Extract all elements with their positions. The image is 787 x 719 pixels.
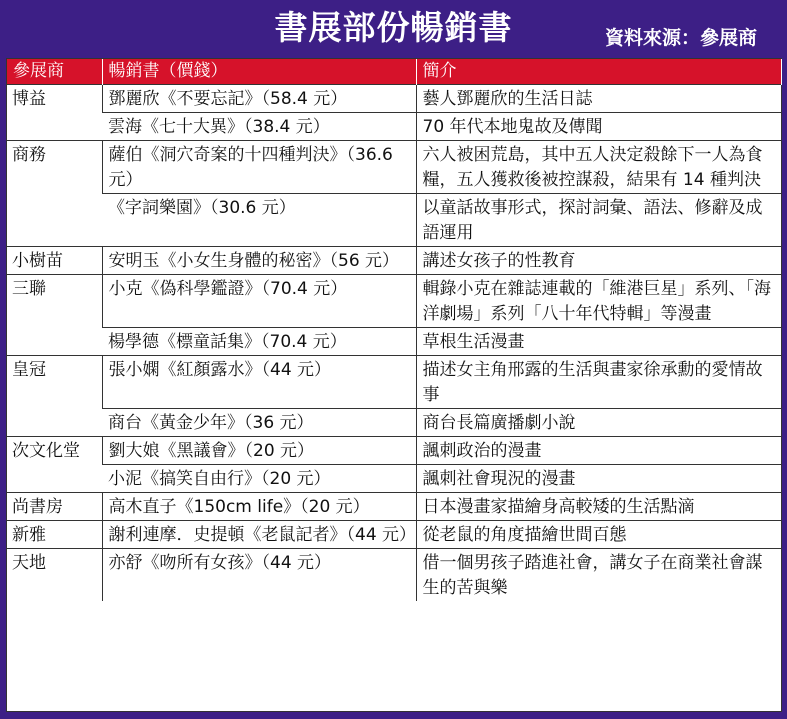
table-row bbox=[7, 437, 781, 465]
table-row bbox=[7, 141, 781, 194]
table-row bbox=[7, 521, 781, 549]
bestseller-table bbox=[6, 58, 782, 712]
summary-cell: 描述女主角邢露的生活與畫家徐承勳的愛情故事 bbox=[416, 356, 781, 409]
book-title-cell: 張小嫻《紅顏露水》（44 元） bbox=[102, 356, 416, 409]
table-body bbox=[7, 85, 781, 602]
summary-cell: 借一個男孩子踏進社會，講女子在商業社會謀生的苦與樂 bbox=[416, 549, 781, 602]
table-row bbox=[7, 328, 781, 356]
column-header-book: 暢銷書（價錢） bbox=[102, 59, 416, 85]
book-title-cell: 商台《黃金少年》（36 元） bbox=[102, 409, 416, 437]
book-title-cell: 劉大娘《黑議會》（20 元） bbox=[102, 437, 416, 465]
table-row bbox=[7, 85, 781, 113]
summary-cell: 諷刺社會現況的漫畫 bbox=[416, 465, 781, 493]
publisher-cell: 天地 bbox=[7, 549, 102, 602]
publisher-cell: 皇冠 bbox=[7, 356, 102, 437]
summary-cell: 藝人鄧麗欣的生活日誌 bbox=[416, 85, 781, 113]
summary-cell: 諷刺政治的漫畫 bbox=[416, 437, 781, 465]
summary-cell: 從老鼠的角度描繪世間百態 bbox=[416, 521, 781, 549]
book-title-cell: 鄧麗欣《不要忘記》（58.4 元） bbox=[102, 85, 416, 113]
table-row bbox=[7, 113, 781, 141]
book-title-cell: 楊學德《標童話集》（70.4 元） bbox=[102, 328, 416, 356]
table-row bbox=[7, 247, 781, 275]
summary-cell: 70 年代本地鬼故及傳聞 bbox=[416, 113, 781, 141]
page-title: 書展部份暢銷書 bbox=[274, 8, 513, 47]
book-title-cell: 亦舒《吻所有女孩》（44 元） bbox=[102, 549, 416, 602]
table-row bbox=[7, 356, 781, 409]
book-title-cell: 《字詞樂園》（30.6 元） bbox=[102, 194, 416, 247]
summary-cell: 以童話故事形式，探討詞彙、語法、修辭及成語運用 bbox=[416, 194, 781, 247]
table-row bbox=[7, 493, 781, 521]
summary-cell: 六人被困荒島，其中五人決定殺餘下一人為食糧，五人獲救後被控謀殺，結果有 14 種判決 bbox=[416, 141, 781, 194]
table-row bbox=[7, 275, 781, 328]
table-row bbox=[7, 409, 781, 437]
source-note: 資料來源：參展商 bbox=[604, 27, 757, 49]
book-title-cell: 雲海《七十大異》（38.4 元） bbox=[102, 113, 416, 141]
summary-cell: 日本漫畫家描繪身高較矮的生活點滴 bbox=[416, 493, 781, 521]
table-header-row bbox=[7, 59, 781, 85]
table-row bbox=[7, 194, 781, 247]
publisher-cell: 小樹苗 bbox=[7, 247, 102, 275]
summary-cell: 講述女孩子的性教育 bbox=[416, 247, 781, 275]
summary-cell: 商台長篇廣播劇小說 bbox=[416, 409, 781, 437]
table-row bbox=[7, 465, 781, 493]
header bbox=[0, 0, 787, 58]
book-title-cell: 謝利連摩．史提頓《老鼠記者》（44 元） bbox=[102, 521, 416, 549]
book-title-cell: 小克《偽科學鑑證》（70.4 元） bbox=[102, 275, 416, 328]
publisher-cell: 三聯 bbox=[7, 275, 102, 356]
table-row bbox=[7, 549, 781, 602]
summary-cell: 草根生活漫畫 bbox=[416, 328, 781, 356]
publisher-cell: 商務 bbox=[7, 141, 102, 247]
book-title-cell: 安明玉《小女生身體的秘密》（56 元） bbox=[102, 247, 416, 275]
column-header-publisher: 參展商 bbox=[7, 59, 102, 85]
publisher-cell: 博益 bbox=[7, 85, 102, 141]
column-header-summary: 簡介 bbox=[416, 59, 781, 85]
publisher-cell: 次文化堂 bbox=[7, 437, 102, 493]
book-title-cell: 高木直子《150cm life》（20 元） bbox=[102, 493, 416, 521]
book-title-cell: 薩伯《洞穴奇案的十四種判決》（36.6 元） bbox=[102, 141, 416, 194]
book-title-cell: 小泥《搞笑自由行》（20 元） bbox=[102, 465, 416, 493]
summary-cell: 輯錄小克在雜誌連載的「維港巨星」系列、「海洋劇場」系列「八十年代特輯」等漫畫 bbox=[416, 275, 781, 328]
publisher-cell: 新雅 bbox=[7, 521, 102, 549]
publisher-cell: 尚書房 bbox=[7, 493, 102, 521]
